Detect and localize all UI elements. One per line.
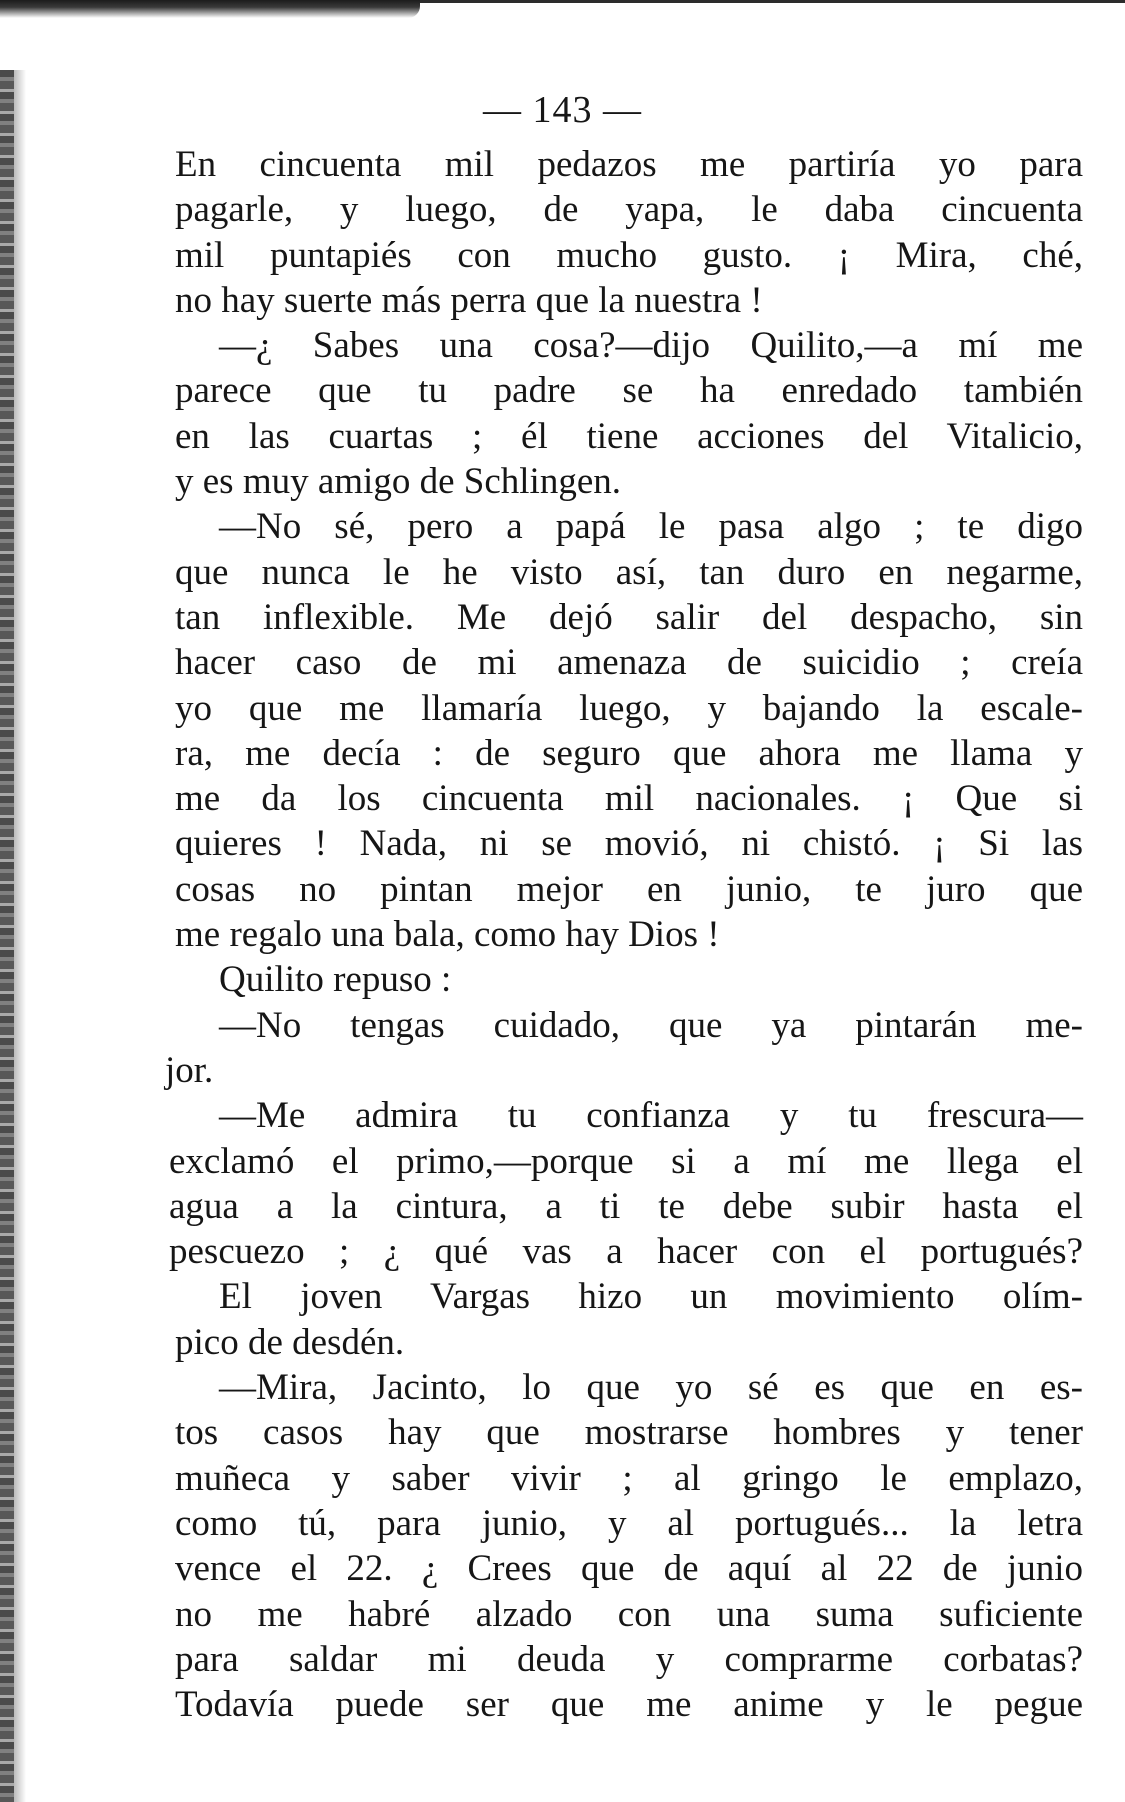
- text-line: En cincuenta mil pedazos me partiría yo para: [175, 144, 1083, 185]
- text-line: cosas no pintan mejor en junio, te juro que: [175, 868, 1083, 910]
- text-line: Todavía puede ser que me anime y le pegue: [175, 1684, 1083, 1726]
- text-line: en las cuartas ; él tiene acciones del Vitalicio,: [175, 415, 1083, 457]
- text-line: El joven Vargas hizo un movimiento olím-: [219, 1276, 1083, 1318]
- text-line: me da los cincuenta mil nacionales. ¡ Que si: [175, 778, 1083, 820]
- text-line: hacer caso de mi amenaza de suicidio ; creía: [175, 642, 1083, 684]
- scan-shadow-top: [0, 0, 420, 18]
- text-line: para saldar mi deuda y comprarme corbatas?: [175, 1638, 1083, 1680]
- text-line: exclamó el primo,—porque si a mí me llega el: [169, 1140, 1083, 1182]
- text-line: pagarle, y luego, de yapa, le daba cincuenta: [175, 189, 1083, 231]
- text-line: me regalo una bala, como hay Dios !: [175, 914, 720, 956]
- text-line: quieres ! Nada, ni se movió, ni chistó. ¡ Si las: [175, 823, 1083, 865]
- text-line: —No tengas cuidado, que ya pintarán me-: [219, 1004, 1083, 1046]
- text-line: tan inflexible. Me dejó salir del despacho, sin: [175, 596, 1083, 638]
- text-line: no me habré alzado con una suma suficiente: [175, 1593, 1083, 1635]
- body-text: [165, 142, 1083, 1727]
- text-line: como tú, para junio, y al portugués... la letra: [175, 1502, 1083, 1544]
- text-line: agua a la cintura, a ti te debe subir hasta el: [169, 1185, 1083, 1227]
- page-number: — 143 —: [483, 89, 642, 131]
- text-line: jor.: [165, 1049, 214, 1091]
- text-line: —No sé, pero a papá le pasa algo ; te digo: [219, 506, 1083, 548]
- text-line: —Me admira tu confianza y tu frescura—: [219, 1095, 1083, 1137]
- text-line: y es muy amigo de Schlingen.: [175, 461, 621, 503]
- text-line: —¿ Sabes una cosa?—dijo Quilito,—a mí me: [219, 325, 1083, 367]
- text-line: no hay suerte más perra que la nuestra !: [175, 279, 763, 321]
- text-line: tos casos hay que mostrarse hombres y tener: [175, 1412, 1083, 1454]
- text-line: ra, me decía : de seguro que ahora me llama y: [175, 732, 1083, 774]
- text-line: mil puntapiés con mucho gusto. ¡ Mira, ché,: [175, 234, 1083, 276]
- text-line: yo que me llamaría luego, y bajando la escale-: [175, 687, 1083, 729]
- text-line: que nunca le he visto así, tan duro en negarme,: [175, 551, 1083, 593]
- text-line: pico de desdén.: [175, 1321, 405, 1363]
- text-line: muñeca y saber vivir ; al gringo le emplazo,: [175, 1457, 1083, 1499]
- text-line: pescuezo ; ¿ qué vas a hacer con el portugués?: [169, 1231, 1083, 1273]
- text-line: vence el 22. ¿ Crees que de aquí al 22 de junio: [175, 1548, 1083, 1590]
- text-line: Quilito repuso :: [219, 959, 452, 1001]
- binding-edge: [0, 70, 14, 1802]
- binding-shadow: [14, 70, 26, 1802]
- text-line: —Mira, Jacinto, lo que yo sé es que en es-: [219, 1367, 1083, 1409]
- text-line: parece que tu padre se ha enredado también: [175, 370, 1083, 412]
